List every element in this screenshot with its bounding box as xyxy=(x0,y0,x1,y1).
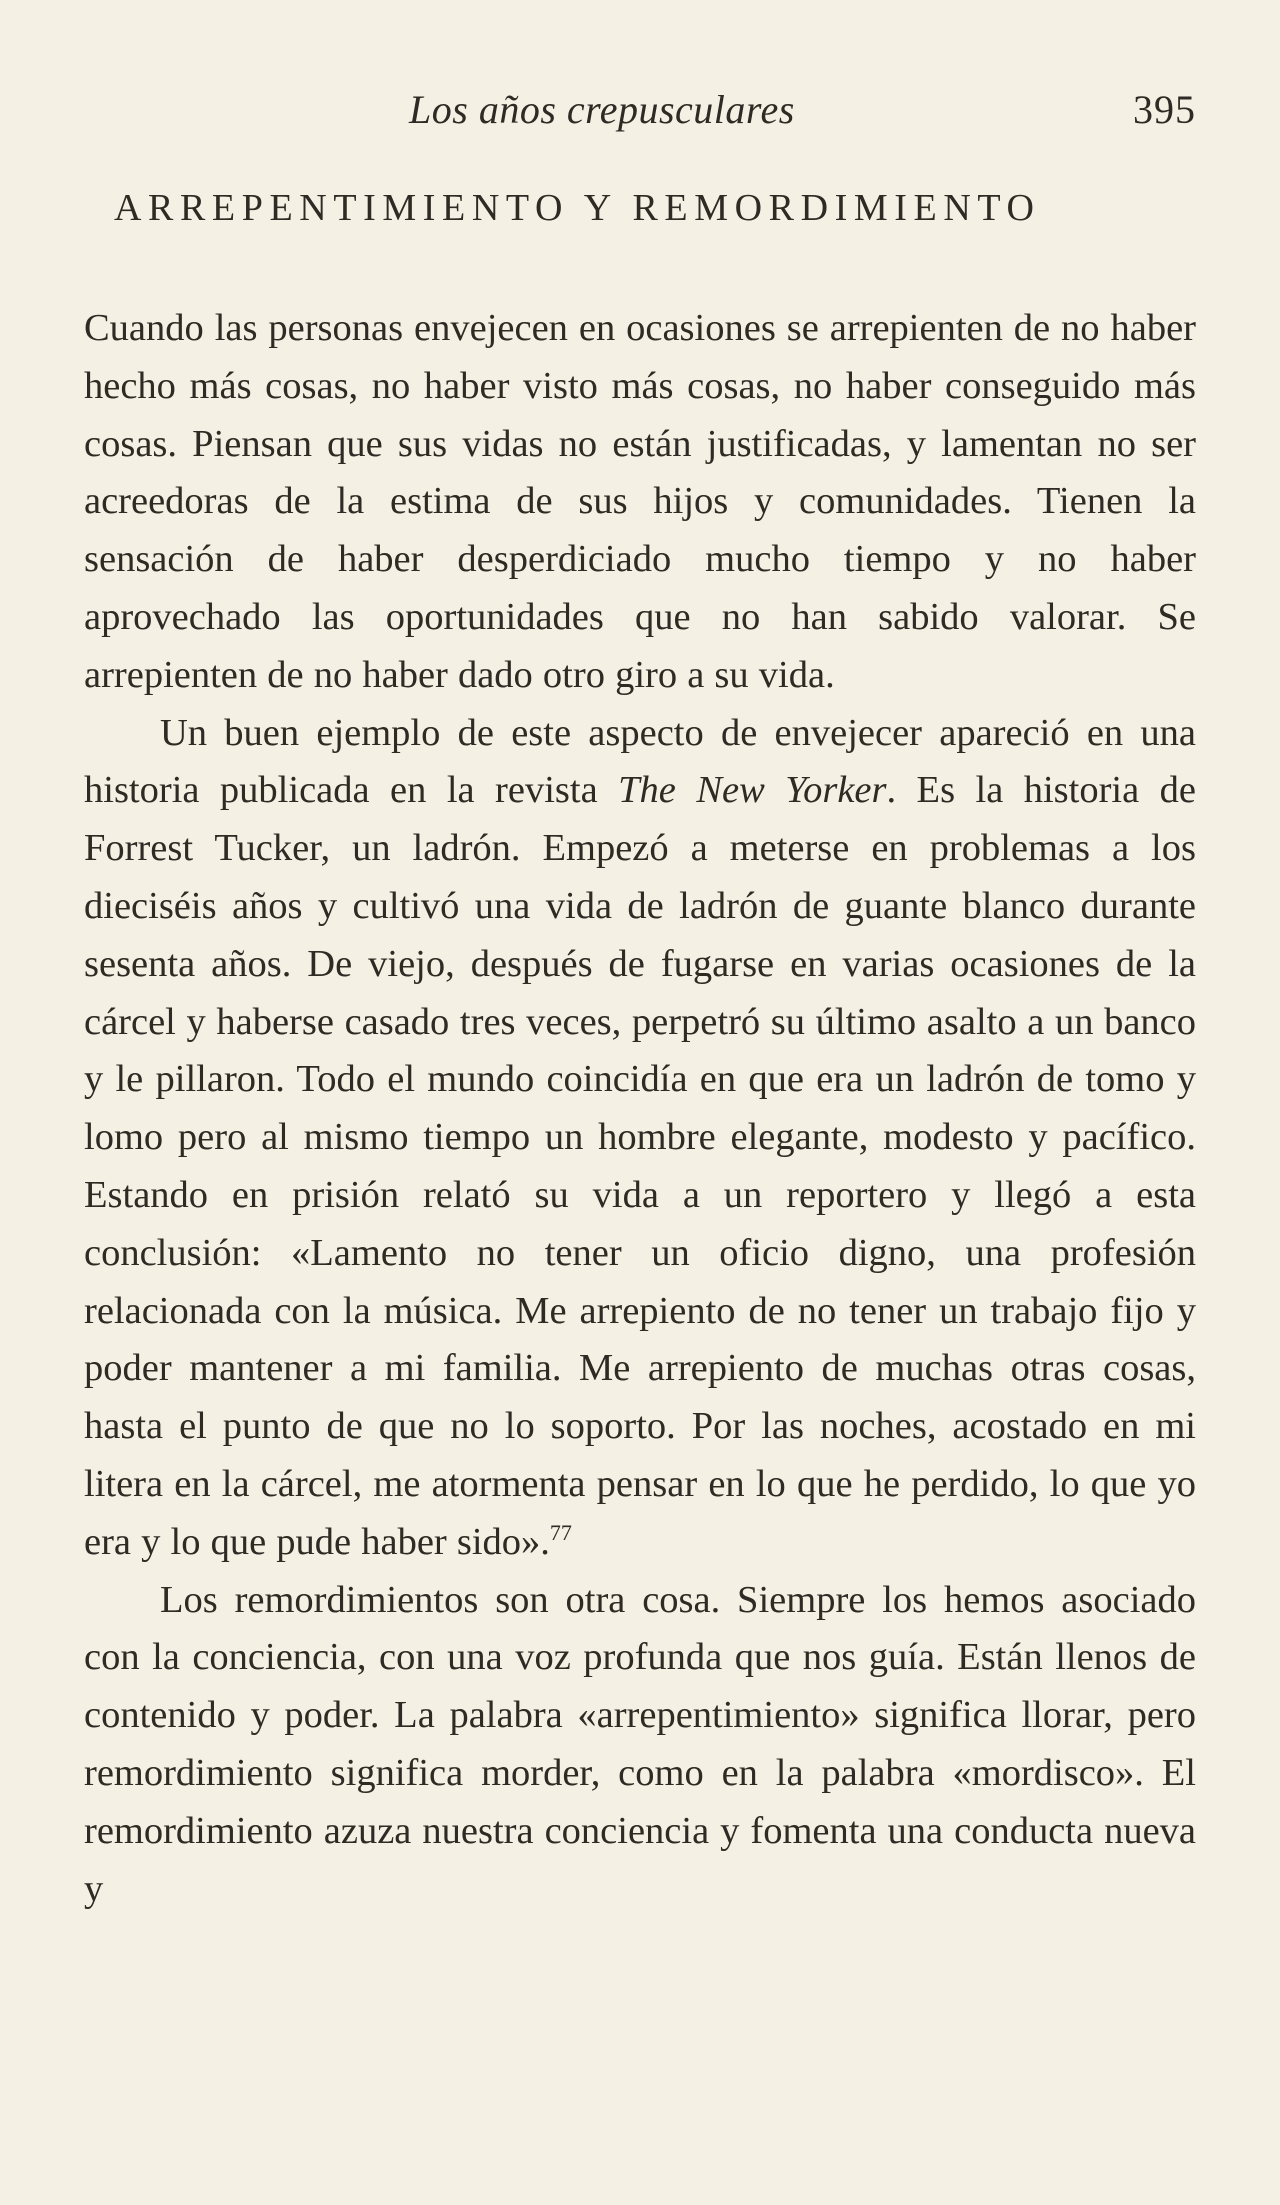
running-title: Los años crepusculares xyxy=(409,87,795,132)
body-text xyxy=(84,300,1196,1918)
paragraph-2-text-end: . Es la historia de Forrest Tucker, un ladrón. Empezó a meterse en problemas a los dieciséis años y cultivó una vida de ladrón de guante blanco durante sesenta años. De viejo, después de fugarse en varias ocasiones de la cárcel y haberse casado tres veces, perpetró su último asalto a un banco y le pillaron. Todo el mundo coincidía en que era un ladrón de tomo y lomo pero al mismo tiempo un hombre elegante, modesto y pacífico. Estando en prisión relató su vida a un reportero y llegó a esta conclusión: «Lamento no tener un oficio digno, una profesión relacionada con la música. Me arrepiento de no tener un trabajo fijo y poder mantener a mi familia. Me arrepiento de muchas otras cosas, hasta el punto de que no lo soporto. Por las noches, acostado en mi litera en la cárcel, me atormenta pensar en lo que he perdido, lo que yo era y lo que pude haber sido». xyxy=(84,769,1196,1563)
paragraph-2-text-start: Un buen ejemplo de este aspecto de envejecer apareció en una historia publicada en la revista xyxy=(84,711,1196,812)
section-heading: ARREPENTIMIENTO Y REMORDIMIENTO xyxy=(114,187,1041,229)
running-head xyxy=(84,80,1196,146)
paragraph-3: Los remordimientos son otra cosa. Siempre los hemos asociado con la conciencia, con una voz profunda que nos guía. Están llenos de contenido y poder. La palabra «arrepentimiento» significa llorar, pero remordimiento significa morder, como en la palabra «mordisco». El remordimiento azuza nuestra conciencia y fomenta una conducta nueva y xyxy=(84,1578,1196,1910)
page-number: 395 xyxy=(1133,87,1196,132)
paragraph-2 xyxy=(84,705,1196,1572)
paragraph-1: Cuando las personas envejecen en ocasiones se arrepienten de no haber hecho más cosas, no haber visto más cosas, no haber conseguido más cosas. Piensan que sus vidas no están justificadas, y lamentan no ser acreedoras de la estima de sus hijos y comunidades. Tienen la sensación de haber desperdiciado mucho tiempo y no haber aprovechado las oportunidades que no han sabido valorar. Se arrepienten de no haber dado otro giro a su vida. xyxy=(84,307,1196,696)
book-page xyxy=(84,80,1196,1918)
footnote-ref: 77 xyxy=(549,1519,572,1545)
magazine-title: The New Yorker xyxy=(618,769,887,812)
